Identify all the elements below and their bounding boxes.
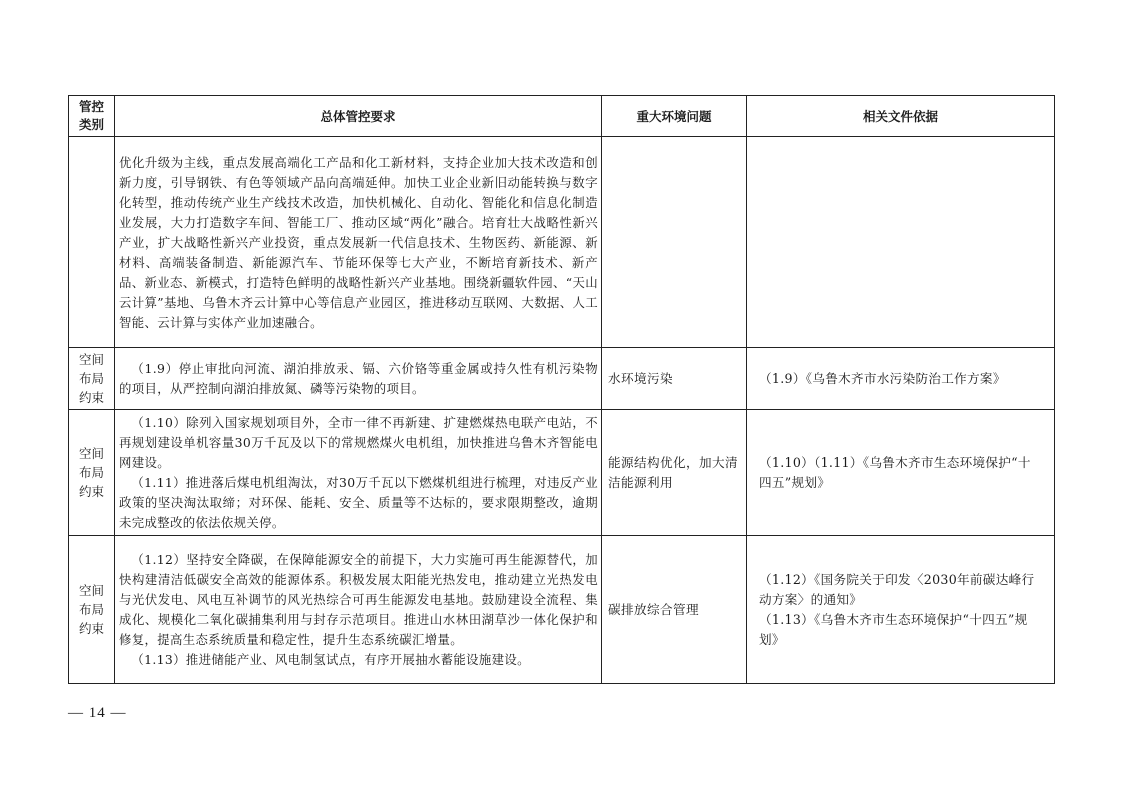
requirements-cell	[115, 348, 602, 410]
requirements-cell	[115, 536, 602, 684]
basis-cell	[747, 536, 1055, 684]
header-issues: 重大环境问题	[602, 96, 747, 137]
category-cell	[69, 410, 115, 536]
category-cell	[69, 348, 115, 410]
basis-cell	[747, 348, 1055, 410]
issue-cell: 水环境污染	[602, 348, 747, 410]
basis-entry: （1.12）《国务院关于印发〈2030年前碳达峰行动方案〉的通知》	[759, 571, 1035, 607]
requirement-paragraph: （1.10）除列入国家规划项目外，全市一律不再新建、扩建燃煤热电联产电站，不再规划建设单机容量30万千瓦及以下的常规燃煤火电机组，加快推进乌鲁木齐智能电网建设。	[119, 415, 598, 470]
requirement-paragraph: （1.11）推进落后煤电机组淘汰，对30万千瓦以下燃煤机组进行梳理，对违反产业政策的坚决淘汰取缔；对环保、能耗、安全、质量等不达标的，要求限期整改，逾期未完成整改的依法依规关停。	[119, 475, 598, 530]
requirements-cell	[115, 137, 602, 348]
basis-cell	[747, 410, 1055, 536]
issue-cell	[602, 137, 747, 348]
requirement-paragraph: （1.9）停止审批向河流、湖泊排放汞、镉、六价铬等重金属或持久性有机污染物的项目，从严控制向湖泊排放氮、磷等污染物的项目。	[119, 361, 598, 396]
control-requirements-table	[68, 95, 1055, 684]
category-label: 空间布局约束	[78, 583, 104, 636]
category-label: 空间布局约束	[78, 446, 104, 499]
header-category-line2: 类别	[78, 117, 104, 132]
issue-cell: 碳排放综合管理	[602, 536, 747, 684]
requirement-paragraph: 优化升级为主线，重点发展高端化工产品和化工新材料，支持企业加大技术改造和创新力度，引导钢铁、有色等领域产品向高端延伸。加快工业企业新旧动能转换与数字化转型，推动传统产业生产线技术改造，加快机械化、自动化、智能化和信息化制造业发展，大力打造数字车间、智能工厂、推动区域“两化”融合。培育壮大战略性新兴产业，扩大战略性新兴产业投资，重点发展新一代信息技术、生物医药、新能源、新材料、高端装备制造、新能源汽车、节能环保等七大产业，不断培育新技术、新产品、新业态、新模式，打造特色鲜明的战略性新兴产业基地。围绕新疆软件园、“天山云计算”基地、乌鲁木齐云计算中心等信息产业园区，推进移动互联网、大数据、人工智能、云计算与实体产业加速融合。	[119, 154, 598, 330]
page-number: — 14 —	[68, 705, 127, 721]
header-category-line1: 管控	[78, 99, 104, 114]
basis-entry: （1.13）《乌鲁木齐市生态环境保护“十四五”规划》	[759, 611, 1028, 647]
requirement-paragraph: （1.12）坚持安全降碳，在保障能源安全的前提下，大力实施可再生能源替代，加快构建清洁低碳安全高效的能源体系。积极发展太阳能光热发电，推动建立光热发电与光伏发电、风电互补调节的风光热综合可再生能源发电基地。鼓励建设全流程、集成化、规模化二氧化碳捕集利用与封存示范项目。推进山水林田湖草沙一体化保护和修复，提高生态系统质量和稳定性，提升生态系统碳汇增量。	[119, 552, 598, 647]
basis-cell	[747, 137, 1055, 348]
table-row	[69, 137, 1055, 348]
basis-entry: （1.10）（1.11）《乌鲁木齐市生态环境保护“十四五”规划》	[759, 454, 1031, 490]
table-row	[69, 410, 1055, 536]
table-row	[69, 348, 1055, 410]
basis-entry: （1.9）《乌鲁木齐市水污染防治工作方案》	[759, 370, 1006, 386]
issue-cell: 能源结构优化，加大清洁能源利用	[602, 410, 747, 536]
header-category	[69, 96, 115, 137]
header-requirements: 总体管控要求	[115, 96, 602, 137]
table-row	[69, 536, 1055, 684]
category-label: 空间布局约束	[78, 352, 104, 405]
table-header-row	[69, 96, 1055, 137]
requirement-paragraph: （1.13）推进储能产业、风电制氢试点，有序开展抽水蓄能设施建设。	[131, 652, 530, 667]
category-cell	[69, 536, 115, 684]
header-basis: 相关文件依据	[747, 96, 1055, 137]
category-cell	[69, 137, 115, 348]
requirements-cell	[115, 410, 602, 536]
